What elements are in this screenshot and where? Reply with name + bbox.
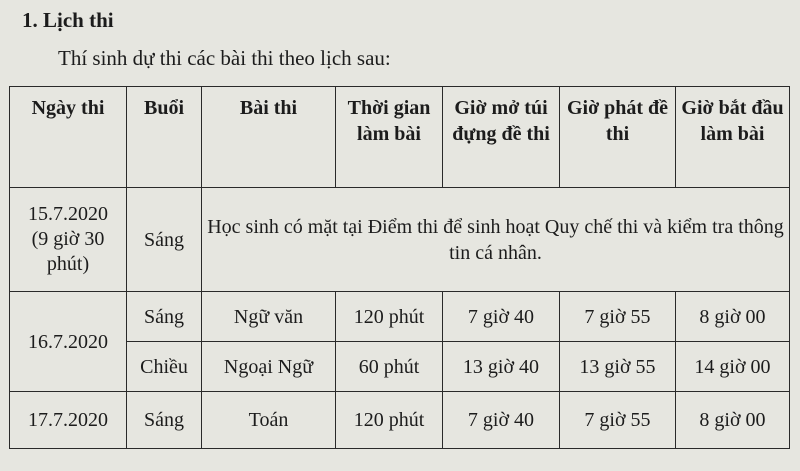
- header-row: [10, 87, 790, 188]
- notice-cell: Học sinh có mặt tại Điểm thi để sinh hoạt Quy chế thi và kiểm tra thông tin cá nhân.: [202, 188, 790, 292]
- duration-cell: 120 phút: [336, 392, 443, 449]
- col-header-open-envelope: Giờ mở túi đựng đề thi: [443, 87, 560, 188]
- start-time-cell: 14 giờ 00: [676, 342, 790, 392]
- table-row: [10, 188, 790, 292]
- session-cell: Sáng: [127, 292, 202, 342]
- duration-cell: 60 phút: [336, 342, 443, 392]
- start-time-cell: 8 giờ 00: [676, 392, 790, 449]
- intro-text: Thí sinh dự thi các bài thi theo lịch sau:: [58, 46, 391, 70]
- col-header-start-time: Giờ bắt đầu làm bài: [676, 87, 790, 188]
- distribute-time-cell: 7 giờ 55: [560, 392, 676, 449]
- exam-schedule-table: [9, 86, 790, 449]
- date-cell: 16.7.2020: [10, 292, 127, 392]
- distribute-time-cell: 13 giờ 55: [560, 342, 676, 392]
- open-time-cell: 7 giờ 40: [443, 292, 560, 342]
- subject-cell: Ngữ văn: [202, 292, 336, 342]
- col-header-distribute: Giờ phát đề thi: [560, 87, 676, 188]
- col-header-subject: Bài thi: [202, 87, 336, 188]
- section-heading: 1. Lịch thi: [22, 8, 114, 32]
- col-header-duration: Thời gian làm bài: [336, 87, 443, 188]
- col-header-date: Ngày thi: [10, 87, 127, 188]
- start-time-cell: 8 giờ 00: [676, 292, 790, 342]
- session-cell: Sáng: [127, 392, 202, 449]
- col-header-session: Buổi: [127, 87, 202, 188]
- date-cell: 17.7.2020: [10, 392, 127, 449]
- table-row: [10, 292, 790, 342]
- date-value: 15.7.2020: [28, 203, 108, 225]
- table-row: [10, 392, 790, 449]
- table-row: [10, 342, 790, 392]
- date-cell: [10, 188, 127, 292]
- subject-cell: Toán: [202, 392, 336, 449]
- session-cell: Chiều: [127, 342, 202, 392]
- subject-cell: Ngoại Ngữ: [202, 342, 336, 392]
- session-cell: Sáng: [127, 188, 202, 292]
- date-note: (9 giờ 30 phút): [31, 228, 105, 275]
- open-time-cell: 13 giờ 40: [443, 342, 560, 392]
- distribute-time-cell: 7 giờ 55: [560, 292, 676, 342]
- duration-cell: 120 phút: [336, 292, 443, 342]
- open-time-cell: 7 giờ 40: [443, 392, 560, 449]
